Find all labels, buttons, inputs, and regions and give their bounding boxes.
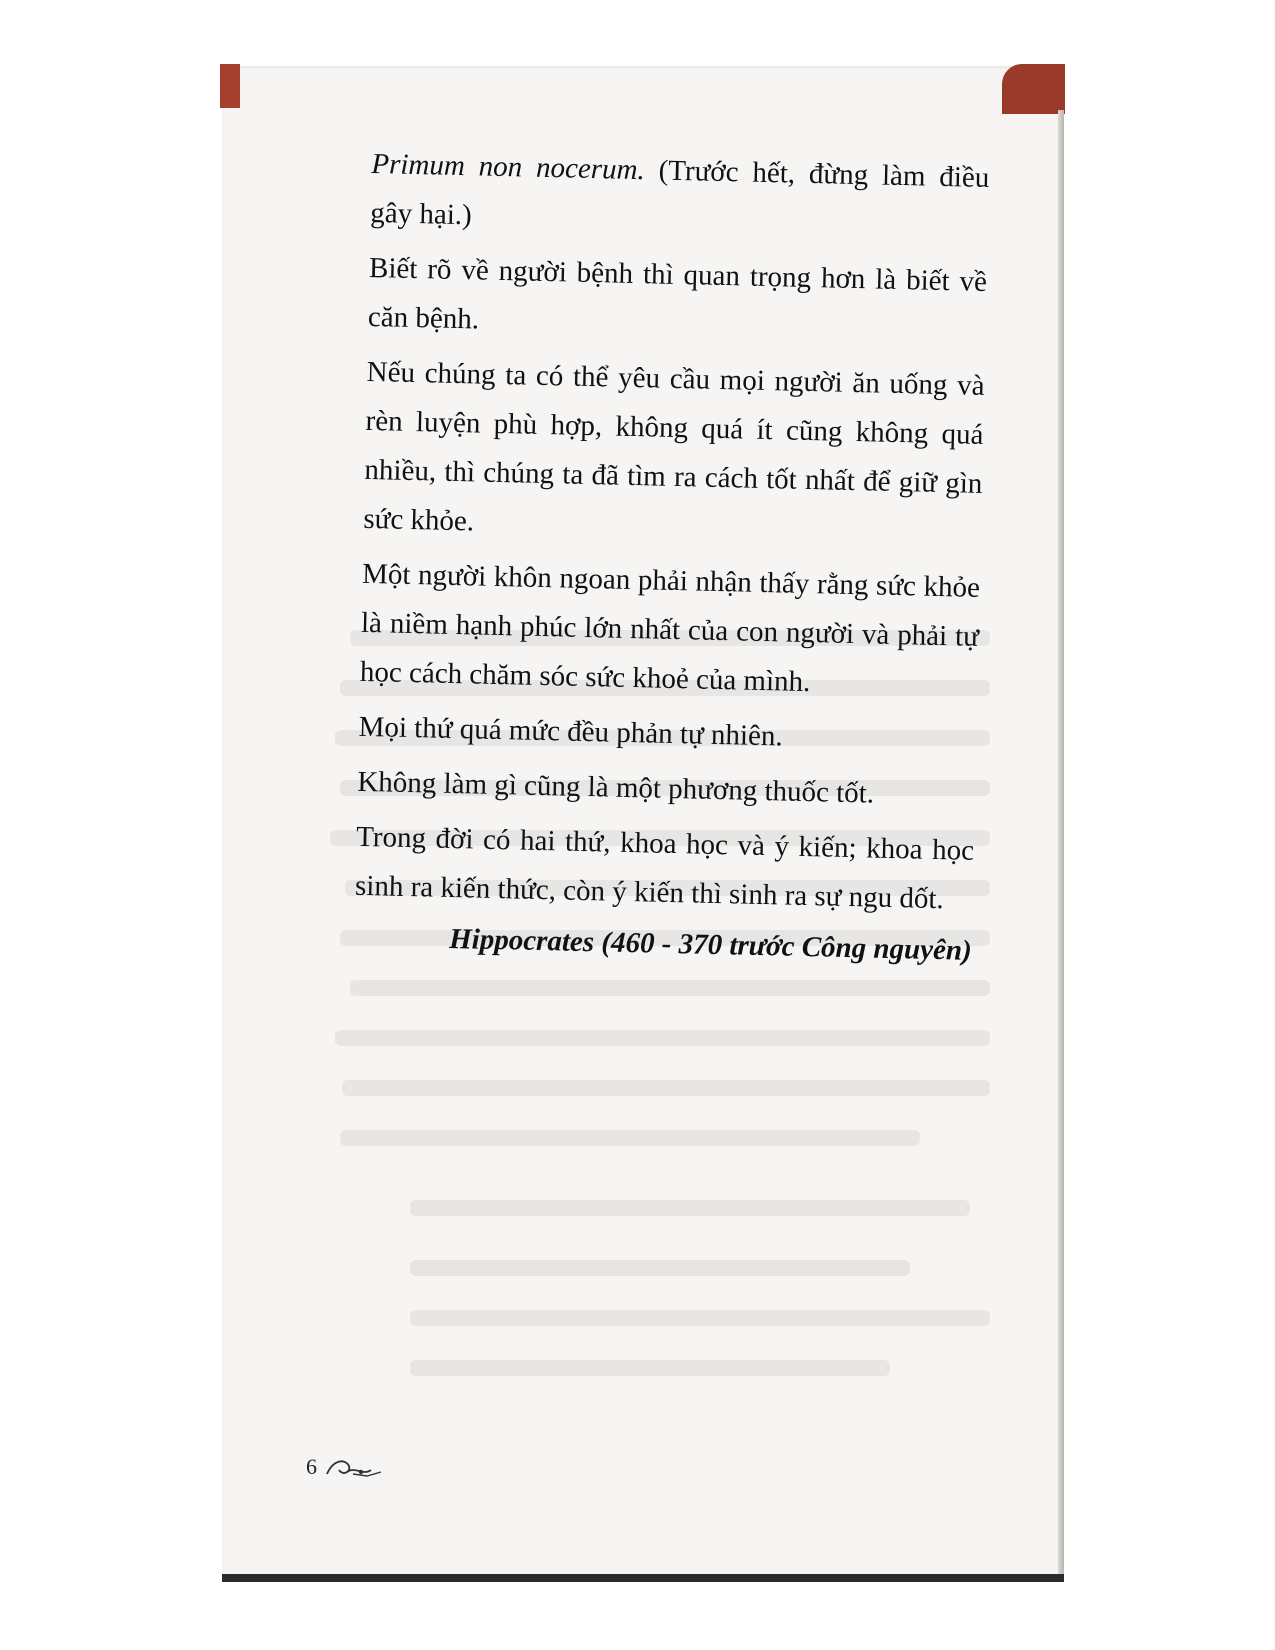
quotes-block: [353, 140, 989, 976]
quote-3: [363, 348, 985, 558]
quote-5: [358, 703, 977, 766]
quote-2: [367, 244, 987, 356]
quote-6: [357, 758, 976, 821]
quote-text: Mọi thứ quá mức đều phản tự nhiên.: [358, 710, 784, 753]
quote-text: Nếu chúng ta có thể yêu cầu mọi người ăn uống và rèn luyện phù hợp, không quá ít cũng không quá nhiều, thì chúng ta đã tìm ra cách tốt nhất để giữ gìn sức khỏe.: [363, 355, 985, 538]
quote-text: Biết rõ về người bệnh thì quan trọng hơn là biết về căn bệnh.: [367, 251, 988, 336]
page-number: 6: [306, 1454, 317, 1479]
quote-1: [370, 140, 990, 252]
quote-4: [359, 550, 980, 711]
ornament-icon: [323, 1452, 385, 1482]
quote-text: (Trước hết, đừng làm điều gây hại.): [369, 154, 990, 232]
page-bottom-edge: [222, 1574, 1064, 1582]
quote-attribution: Hippocrates (460 - 370 trước Công nguyên): [448, 922, 973, 967]
page-edge-shadow: [1058, 110, 1064, 1580]
cover-edge-left: [220, 64, 240, 108]
cover-edge-right: [1002, 64, 1065, 114]
page-footer: [306, 1452, 385, 1482]
quote-text: Trong đời có hai thứ, khoa học và ý kiến; khoa học sinh ra kiến thức, còn ý kiến thì sinh ra sự ngu dốt.: [354, 820, 975, 916]
quote-7: [355, 813, 975, 925]
quote-text: Không làm gì cũng là một phương thuốc tốt.: [357, 765, 875, 810]
quote-latin: Primum non nocerum.: [371, 147, 646, 187]
quote-text: Một người khôn ngoan phải nhận thấy rằng sức khỏe là niềm hạnh phúc lớn nhất của con người và phải tự học cách chăm sóc sức khoẻ của mình.: [359, 557, 981, 699]
